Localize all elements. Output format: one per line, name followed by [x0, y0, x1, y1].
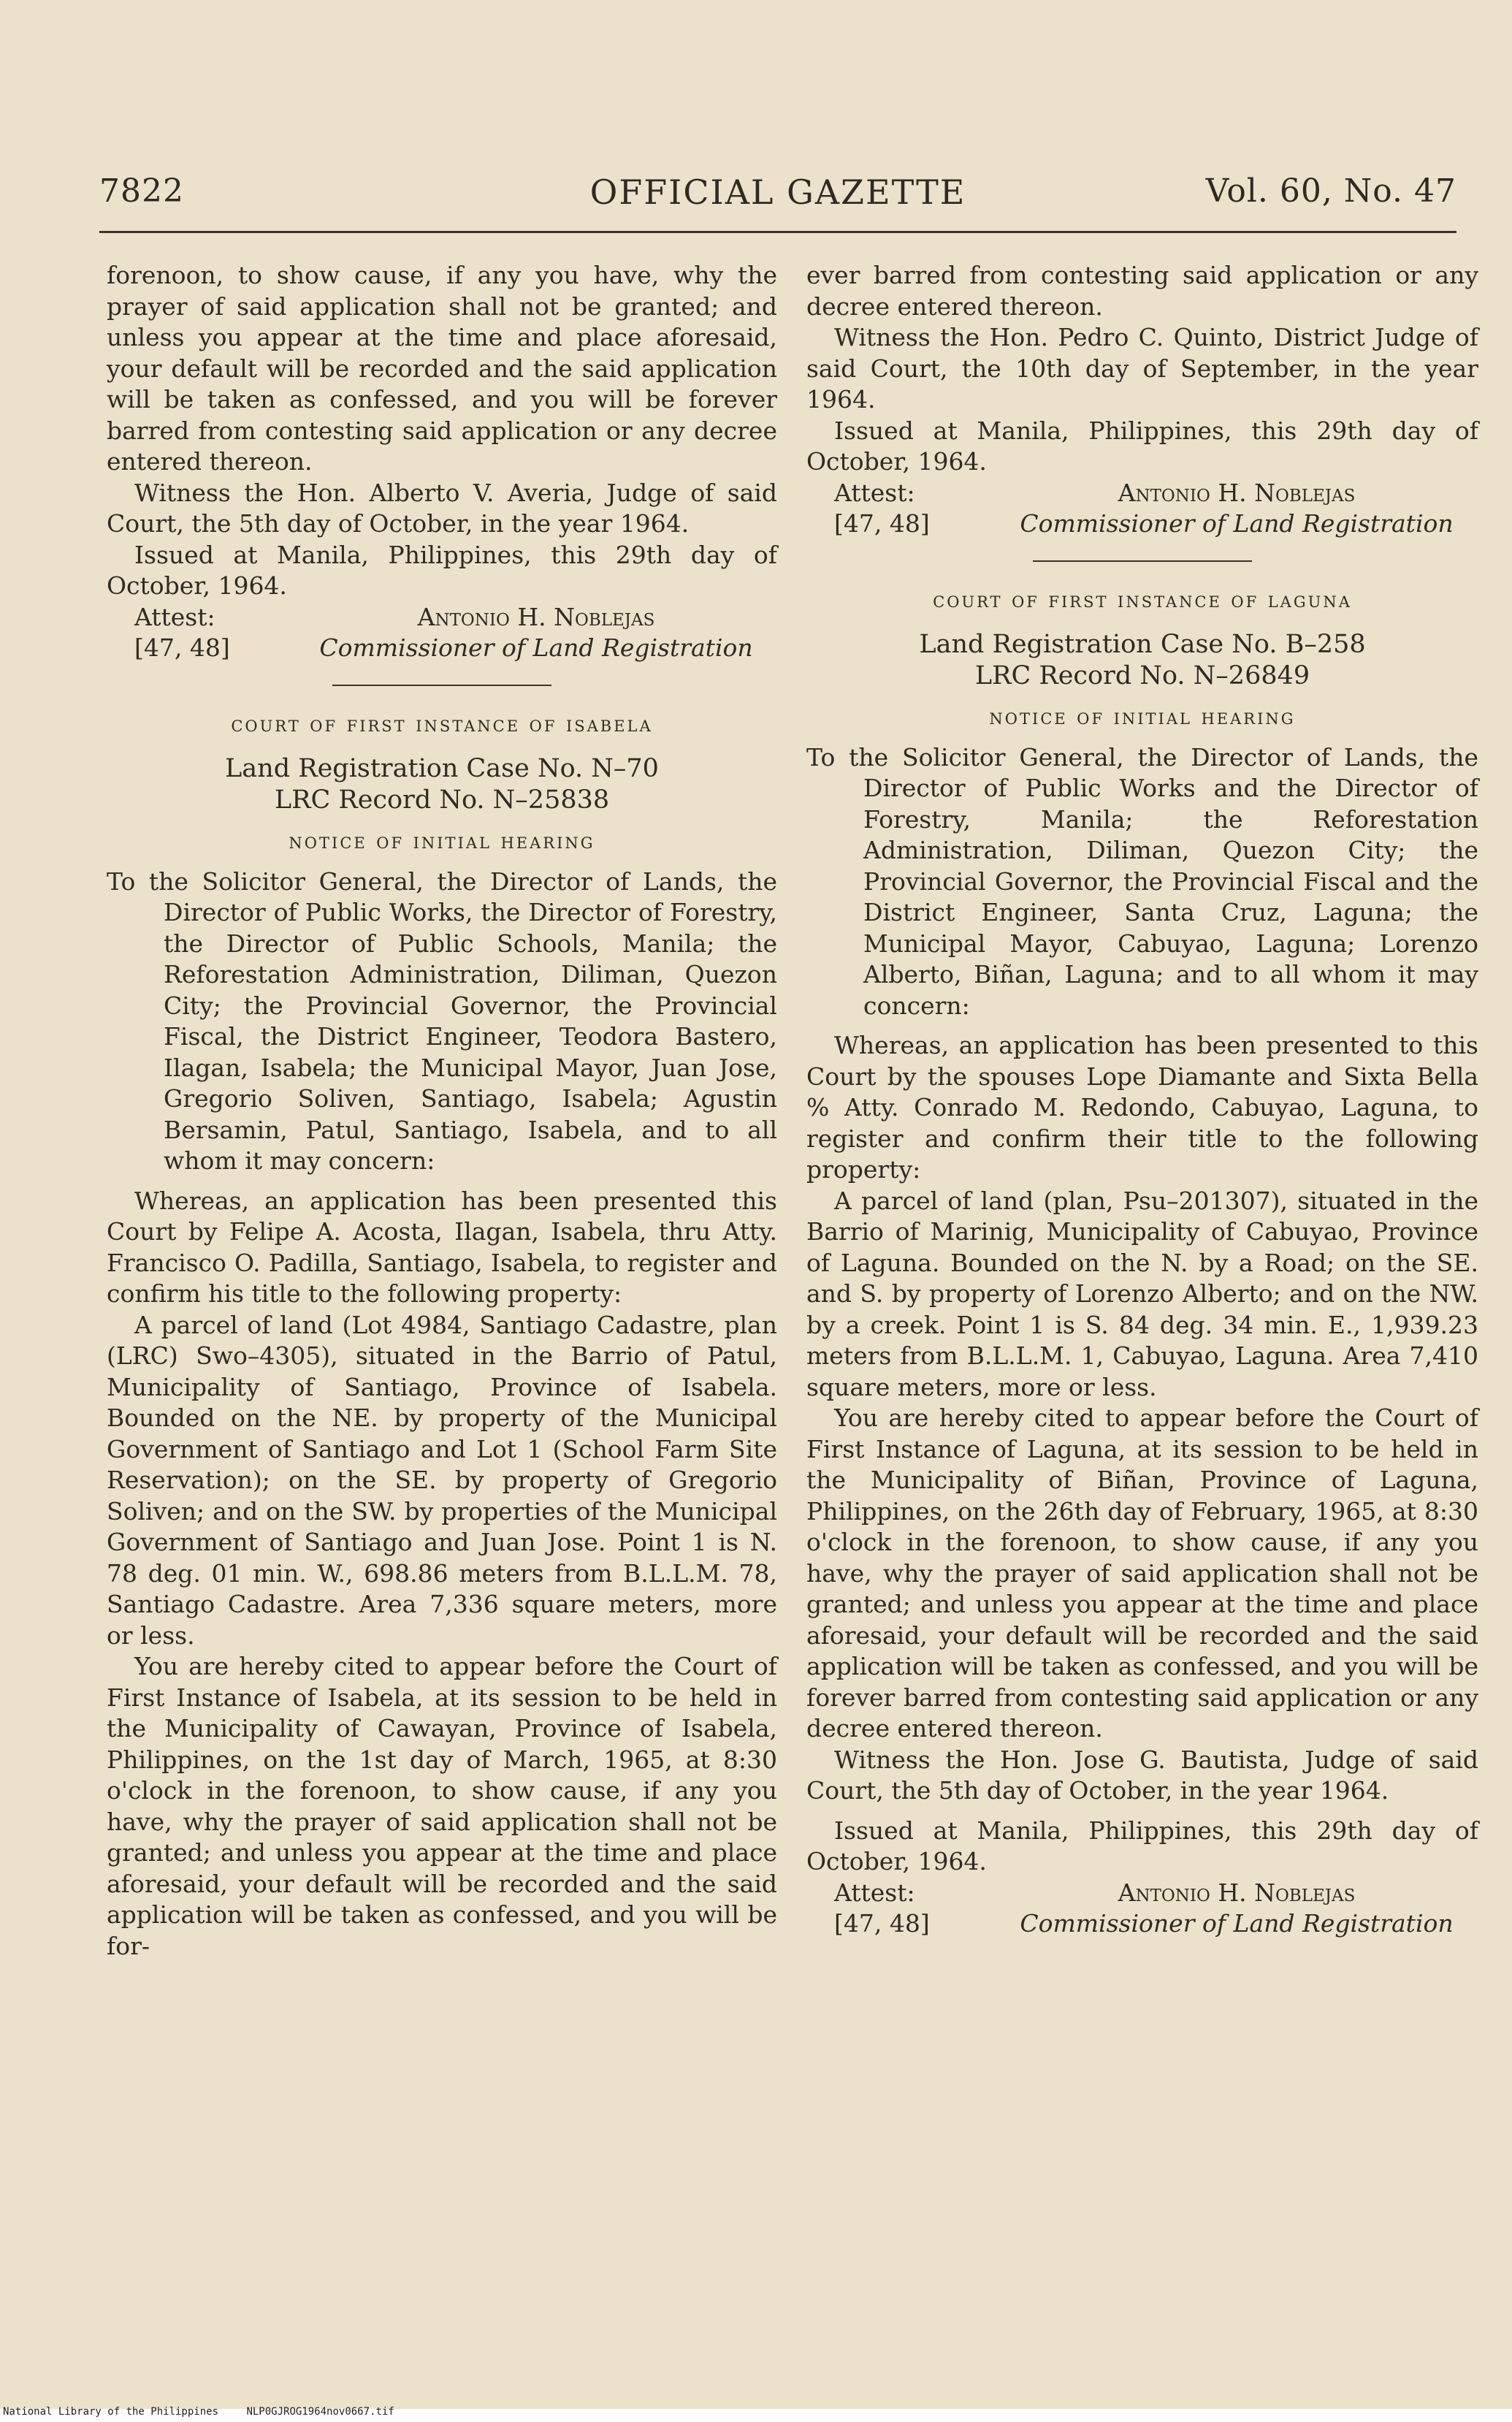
attest-name: Antonio H. Noblejas [1118, 478, 1356, 507]
parcel-paragraph: A parcel of land (plan, Psu–201307), situated in the Barrio of Marinig, Municipality of Cabuyao, Province of Laguna. Bounded on the N. by a Road; on the SE. and S. by property of Lorenzo Alberto; and on the NW. by a creek. Point 1 is S. 84 deg. 34 min. E., 1,939.23 meters from B.L.L.M. 1, Cabuyao, Laguna. Area 7,410 square meters, more or less. [806, 1186, 1478, 1401]
publication-title: OFFICIAL GAZETTE [589, 172, 966, 212]
issued-paragraph: Issued at Manila, Philippines, this 29th day of October, 1964. [107, 540, 777, 600]
attest-block [834, 478, 1478, 540]
left-column [107, 260, 777, 1962]
whereas-paragraph: Whereas, an application has been presented to this Court by the spouses Lope Diamante and Sixta Bella % Atty. Conrado M. Redondo, Cabuyao, Laguna, to register and confirm their title to the following property: [806, 1031, 1478, 1184]
issue-reference: [47, 48] [134, 633, 230, 662]
issue-reference: [47, 48] [834, 509, 930, 538]
witness-paragraph-2: Witness the Hon. Jose G. Bautista, Judge of said Court, the 5th day of October, in the year 1964. [806, 1745, 1478, 1805]
attest-label: Attest: [134, 602, 215, 631]
continued-paragraph: forenoon, to show cause, if any you have, why the prayer of said application shall not be granted; and unless you appear at the time and place aforesaid, your default will be recorded and the said application will be taken as confessed, and you will be forever barred from contesting said application or any decree entered thereon. [107, 261, 777, 476]
court-heading: court of first instance of isabela [231, 711, 653, 737]
issue-reference: [47, 48] [834, 1909, 930, 1938]
lrc-record-number: LRC Record No. N–25838 [274, 785, 610, 815]
attest-label: Attest: [834, 478, 915, 507]
library-credit: National Library of the Philippines [3, 2406, 219, 2418]
continued-paragraph: ever barred from contesting said application or any decree entered thereon. [806, 261, 1478, 321]
notice-heading: notice of initial hearing [289, 829, 595, 854]
page-number: 7822 [99, 172, 184, 210]
whereas-paragraph: Whereas, an application has been presented this Court by Felipe A. Acosta, Ilagan, Isabela, thru Atty. Francisco O. Padilla, Santiago, Isabela, to register and confirm his title to the following property: [107, 1186, 777, 1308]
address-paragraph: To the Solicitor General, the Director of Lands, the Director of Public Works, the Director of Forestry, the Director of Public Schools, Manila; the Reforestation Administration, Diliman, Quezon City; the Provincial Governor, the Provincial Fiscal, the District Engineer, Teodora Bastero, Ilagan, Isabela; the Municipal Mayor, Juan Jose, Gregorio Soliven, Santiago, Isabela; Agustin Bersamin, Patul, Santiago, Isabela, and to all whom it may concern: [107, 867, 777, 1175]
attest-title: Commissioner of Land Registration [1020, 1909, 1454, 1938]
attest-title: Commissioner of Land Registration [1020, 509, 1454, 538]
attest-title: Commissioner of Land Registration [319, 633, 753, 662]
parcel-paragraph: A parcel of land (Lot 4984, Santiago Cadastre, plan (LRC) Swo–4305), situated in the Barrio of Patul, Municipality of Santiago, Province of Isabela. Bounded on the NE. by property of the Municipal Government of Santiago and Lot 1 (School Farm Site Reservation); on the SE. by property of Gregorio Soliven; and on the SW. by properties of the Municipal Government of Santiago and Juan Jose. Point 1 is N. 78 deg. 01 min. W., 698.86 meters from B.L.L.M. 78, Santiago Cadastre. Area 7,336 square meters, more or less. [107, 1310, 777, 1650]
witness-paragraph: Witness the Hon. Alberto V. Averia, Judge of said Court, the 5th day of October, in the year 1964. [107, 478, 777, 538]
scan-footer [3, 2406, 416, 2418]
file-name: NLP0GJROG1964nov0667.tif [246, 2406, 394, 2418]
right-column [806, 260, 1478, 1940]
attest-name: Antonio H. Noblejas [417, 602, 655, 631]
cited-paragraph: You are hereby cited to appear before the Court of First Instance of Laguna, at its session to be held in the Municipality of Biñan, Province of Laguna, Philippines, on the 26th day of February, 1965, at 8:30 o'clock in the forenoon, to show cause, if any you have, why the prayer of said application shall not be granted; and unless you appear at the time and place aforesaid, your default will be recorded and the said application will be taken as confessed, and you will be forever barred from contesting said application or any decree entered thereon. [806, 1404, 1478, 1743]
attest-name: Antonio H. Noblejas [1118, 1878, 1356, 1907]
court-heading: court of first instance of laguna [933, 587, 1352, 613]
issued-paragraph: Issued at Manila, Philippines, this 29th day of October, 1964. [806, 416, 1478, 476]
attest-block [134, 602, 777, 664]
witness-paragraph: Witness the Hon. Pedro C. Quinto, District Judge of said Court, the 10th day of September, in the year 1964. [806, 323, 1478, 414]
page-header [99, 172, 1456, 224]
case-number: Land Registration Case No. B–258 [919, 630, 1366, 659]
issued-paragraph-2: Issued at Manila, Philippines, this 29th day of October, 1964. [806, 1816, 1478, 1875]
section-divider [332, 685, 551, 686]
attest-label: Attest: [834, 1878, 915, 1907]
section-divider [1033, 560, 1252, 562]
case-number: Land Registration Case No. N–70 [225, 754, 659, 783]
attest-block-2 [834, 1878, 1478, 1940]
volume-info: Vol. 60, No. 47 [1205, 172, 1456, 210]
header-rule [99, 231, 1456, 233]
cited-paragraph: You are hereby cited to appear before the Court of First Instance of Isabela, at its session to be held in the Municipality of Cawayan, Province of Isabela, Philippines, on the 1st day of March, 1965, at 8:30 o'clock in the forenoon, to show cause, if any you have, why the prayer of said application shall not be granted; and unless you appear at the time and place aforesaid, your default will be recorded and the said application will be taken as confessed, and you will be for- [107, 1652, 777, 1960]
lrc-record-number: LRC Record No. N–26849 [974, 661, 1310, 690]
notice-heading: notice of initial hearing [989, 704, 1296, 730]
address-paragraph: To the Solicitor General, the Director of Lands, the Director of Public Works and the Director of Forestry, Manila; the Reforestation Administration, Diliman, Quezon City; the Provincial Governor, the Provincial Fiscal and the District Engineer, Santa Cruz, Laguna; the Municipal Mayor, Cabuyao, Laguna; Lorenzo Alberto, Biñan, Laguna; and to all whom it may concern: [806, 742, 1478, 1020]
